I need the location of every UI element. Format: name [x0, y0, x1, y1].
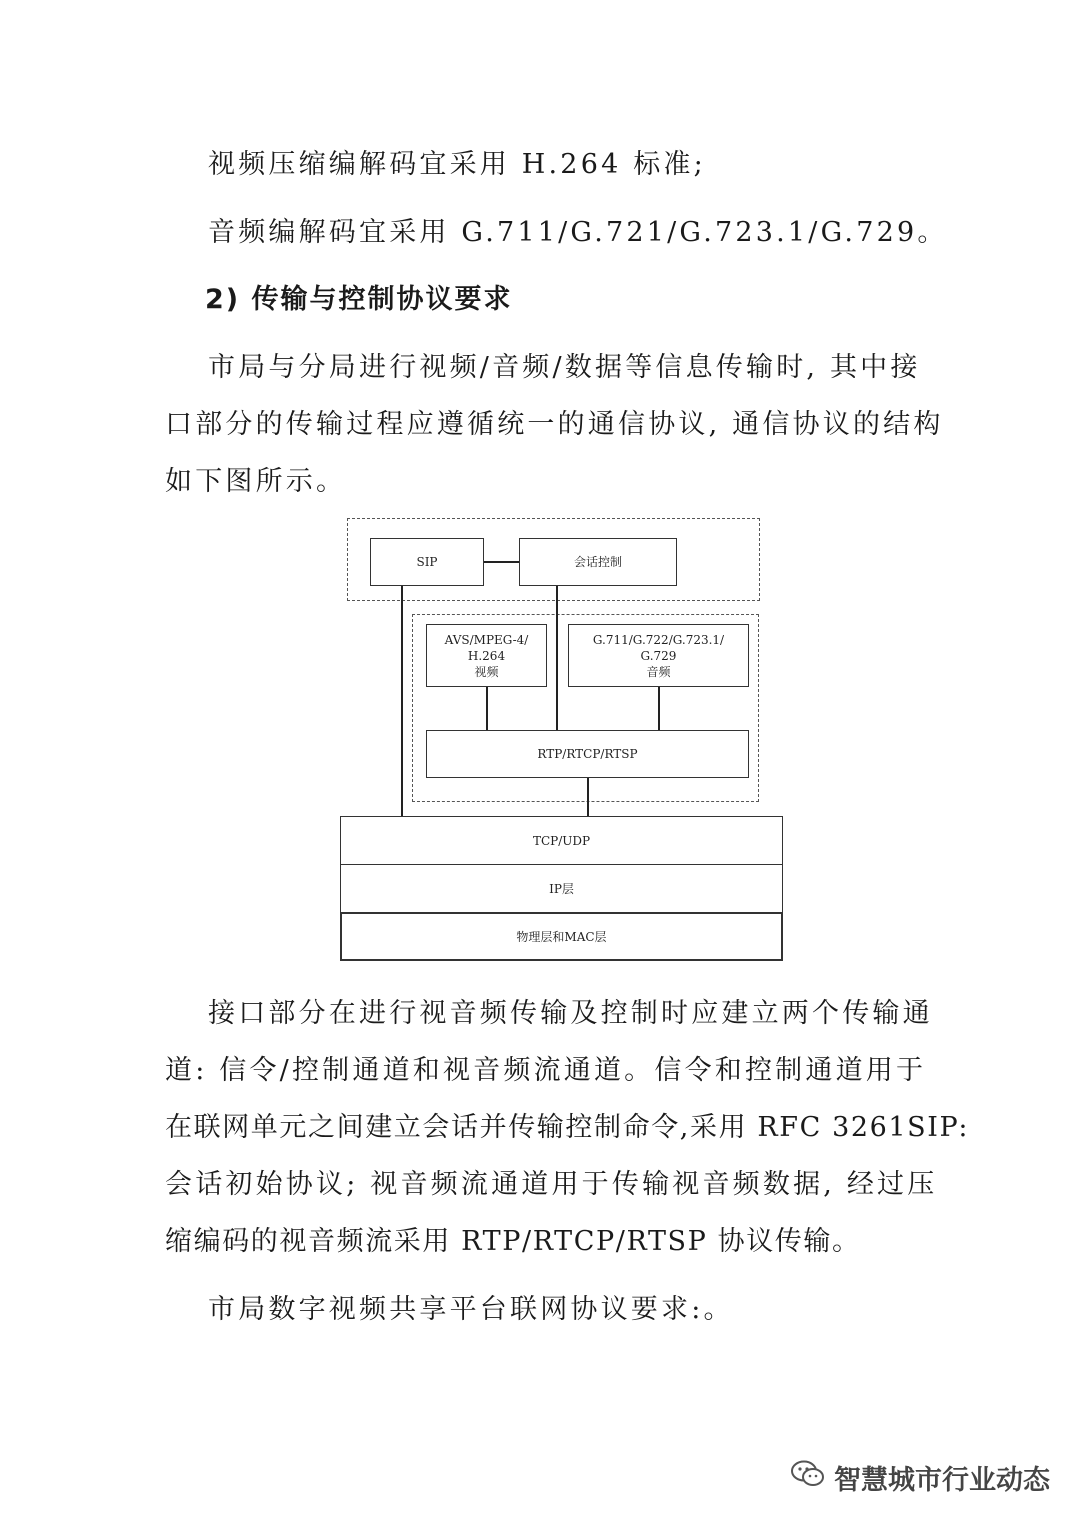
connector-sip-session [484, 561, 519, 563]
connector-session-rtp [556, 586, 558, 730]
phy-layer-label: 物理层和MAC层 [516, 929, 607, 944]
sip-label: SIP [416, 555, 438, 569]
rtp-label: RTP/RTCP/RTSP [537, 747, 638, 761]
session-control-label: 会话控制 [573, 555, 622, 569]
connector-sip-tcp [401, 586, 403, 816]
video-codec-line: H.264 [467, 648, 506, 663]
audio-codec-line: 音频 [646, 664, 671, 679]
text-line: 会话初始协议; 视音频流通道用于传输视音频数据, 经过压 [165, 1169, 938, 1200]
ip-layer-box [340, 864, 783, 913]
video-codec-box [426, 624, 547, 687]
audio-codec-line: G.729 [640, 648, 677, 663]
session-control-box [519, 538, 677, 586]
audio-codec-box [568, 624, 749, 687]
text-line: 口部分的传输过程应遵循统一的通信协议, 通信协议的结构 [165, 409, 944, 440]
text-line: 缩编码的视音频流采用 RTP/RTCP/RTSP 协议传输。 [165, 1226, 861, 1257]
text-line: 在联网单元之间建立会话并传输控制命令,采用 RFC 3261SIP: [165, 1112, 970, 1143]
watermark-text: 智慧城市行业动态 [834, 1465, 1050, 1496]
wechat-icon [790, 1459, 826, 1496]
connector-video-rtp [486, 687, 488, 730]
text-line: 如下图所示。 [165, 466, 347, 497]
sip-box [370, 538, 484, 586]
connector-audio-rtp [658, 687, 660, 730]
text-line: 道: 信令/控制通道和视音频流通道。信令和控制通道用于 [165, 1055, 927, 1086]
text-line: 接口部分在进行视音频传输及控制时应建立两个传输通 [208, 998, 933, 1029]
audio-codec-line: G.711/G.722/G.723.1/ [592, 632, 725, 647]
video-codec-line: AVS/MPEG-4/ [444, 632, 529, 647]
video-codec-line: 视频 [474, 664, 499, 679]
connector-rtp-tcp [587, 778, 589, 816]
tcp-udp-box [340, 816, 783, 865]
ip-layer-label: IP层 [549, 881, 574, 896]
phy-layer-box [340, 912, 783, 961]
text-line: 视频压缩编解码宜采用 H.264 标准; [208, 149, 706, 180]
text-line: 音频编解码宜采用 G.711/G.721/G.723.1/G.729。 [208, 217, 948, 248]
text-line: 市局数字视频共享平台联网协议要求:。 [208, 1294, 734, 1325]
text-line: 市局与分局进行视频/音频/数据等信息传输时, 其中接 [208, 352, 921, 383]
rtp-box [426, 730, 749, 778]
tcp-udp-label: TCP/UDP [532, 833, 591, 848]
section-heading: 2) 传输与控制协议要求 [205, 284, 513, 315]
watermark [790, 1458, 1050, 1497]
